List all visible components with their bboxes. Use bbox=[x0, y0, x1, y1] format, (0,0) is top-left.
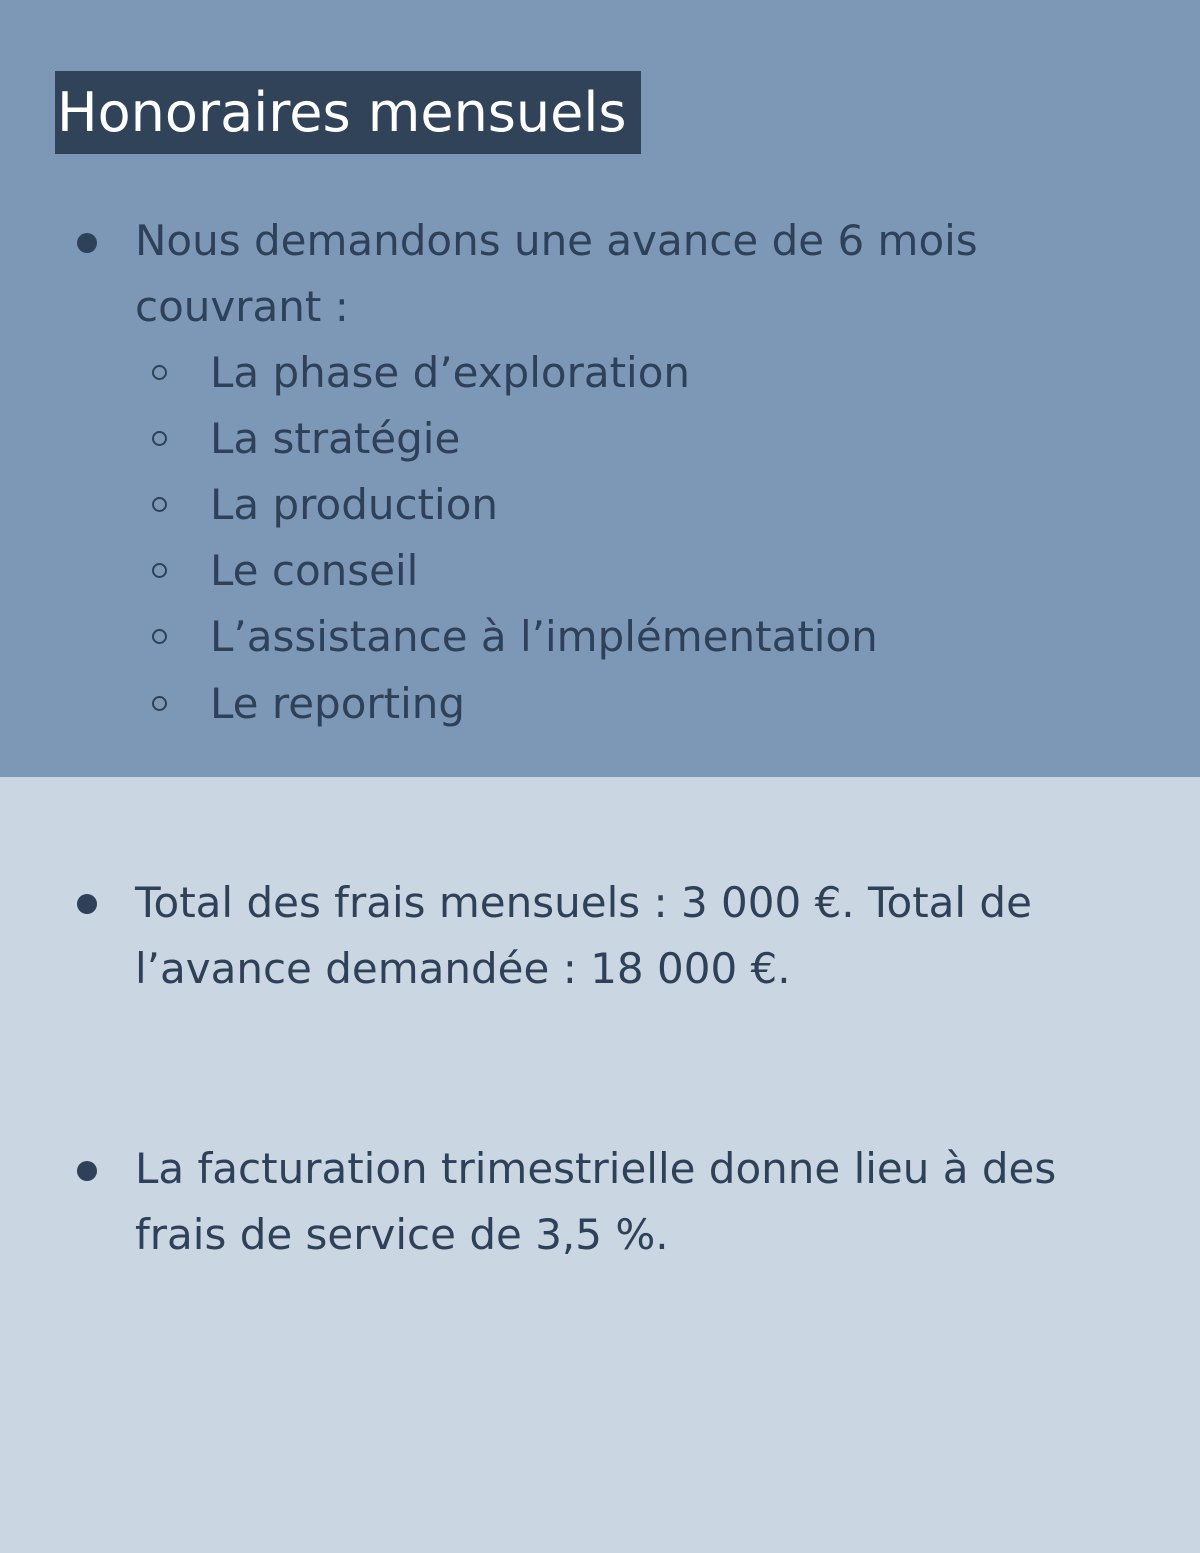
sub-item-production: La production bbox=[210, 480, 499, 529]
bullet-dot-icon bbox=[77, 1161, 97, 1181]
sub-bullet-ring-icon bbox=[152, 563, 167, 578]
sub-item-implementation: L’assistance à l’implémentation bbox=[210, 612, 878, 661]
billing-line-2: frais de service de 3,5 %. bbox=[135, 1210, 669, 1259]
sub-bullet-ring-icon bbox=[152, 365, 167, 380]
sub-item-strategy: La stratégie bbox=[210, 414, 461, 463]
bullet-dot-icon bbox=[77, 894, 97, 914]
sub-bullet-ring-icon bbox=[152, 629, 167, 644]
total-line-1: Total des frais mensuels : 3 000 €. Total de bbox=[135, 878, 1032, 927]
sub-bullet-ring-icon bbox=[152, 497, 167, 512]
sub-bullet-ring-icon bbox=[152, 696, 167, 711]
sub-bullet-ring-icon bbox=[152, 431, 167, 446]
intro-line-1: Nous demandons une avance de 6 mois bbox=[135, 216, 978, 265]
intro-line-2: couvrant : bbox=[135, 282, 349, 331]
sub-item-advice: Le conseil bbox=[210, 546, 419, 595]
bullet-dot-icon bbox=[77, 233, 97, 253]
sub-item-exploration: La phase d’exploration bbox=[210, 348, 691, 397]
sub-item-reporting: Le reporting bbox=[210, 679, 466, 728]
page-title: Honoraires mensuels bbox=[55, 71, 641, 154]
billing-line-1: La facturation trimestrielle donne lieu à des bbox=[135, 1144, 1057, 1193]
total-line-2: l’avance demandée : 18 000 €. bbox=[135, 944, 791, 993]
